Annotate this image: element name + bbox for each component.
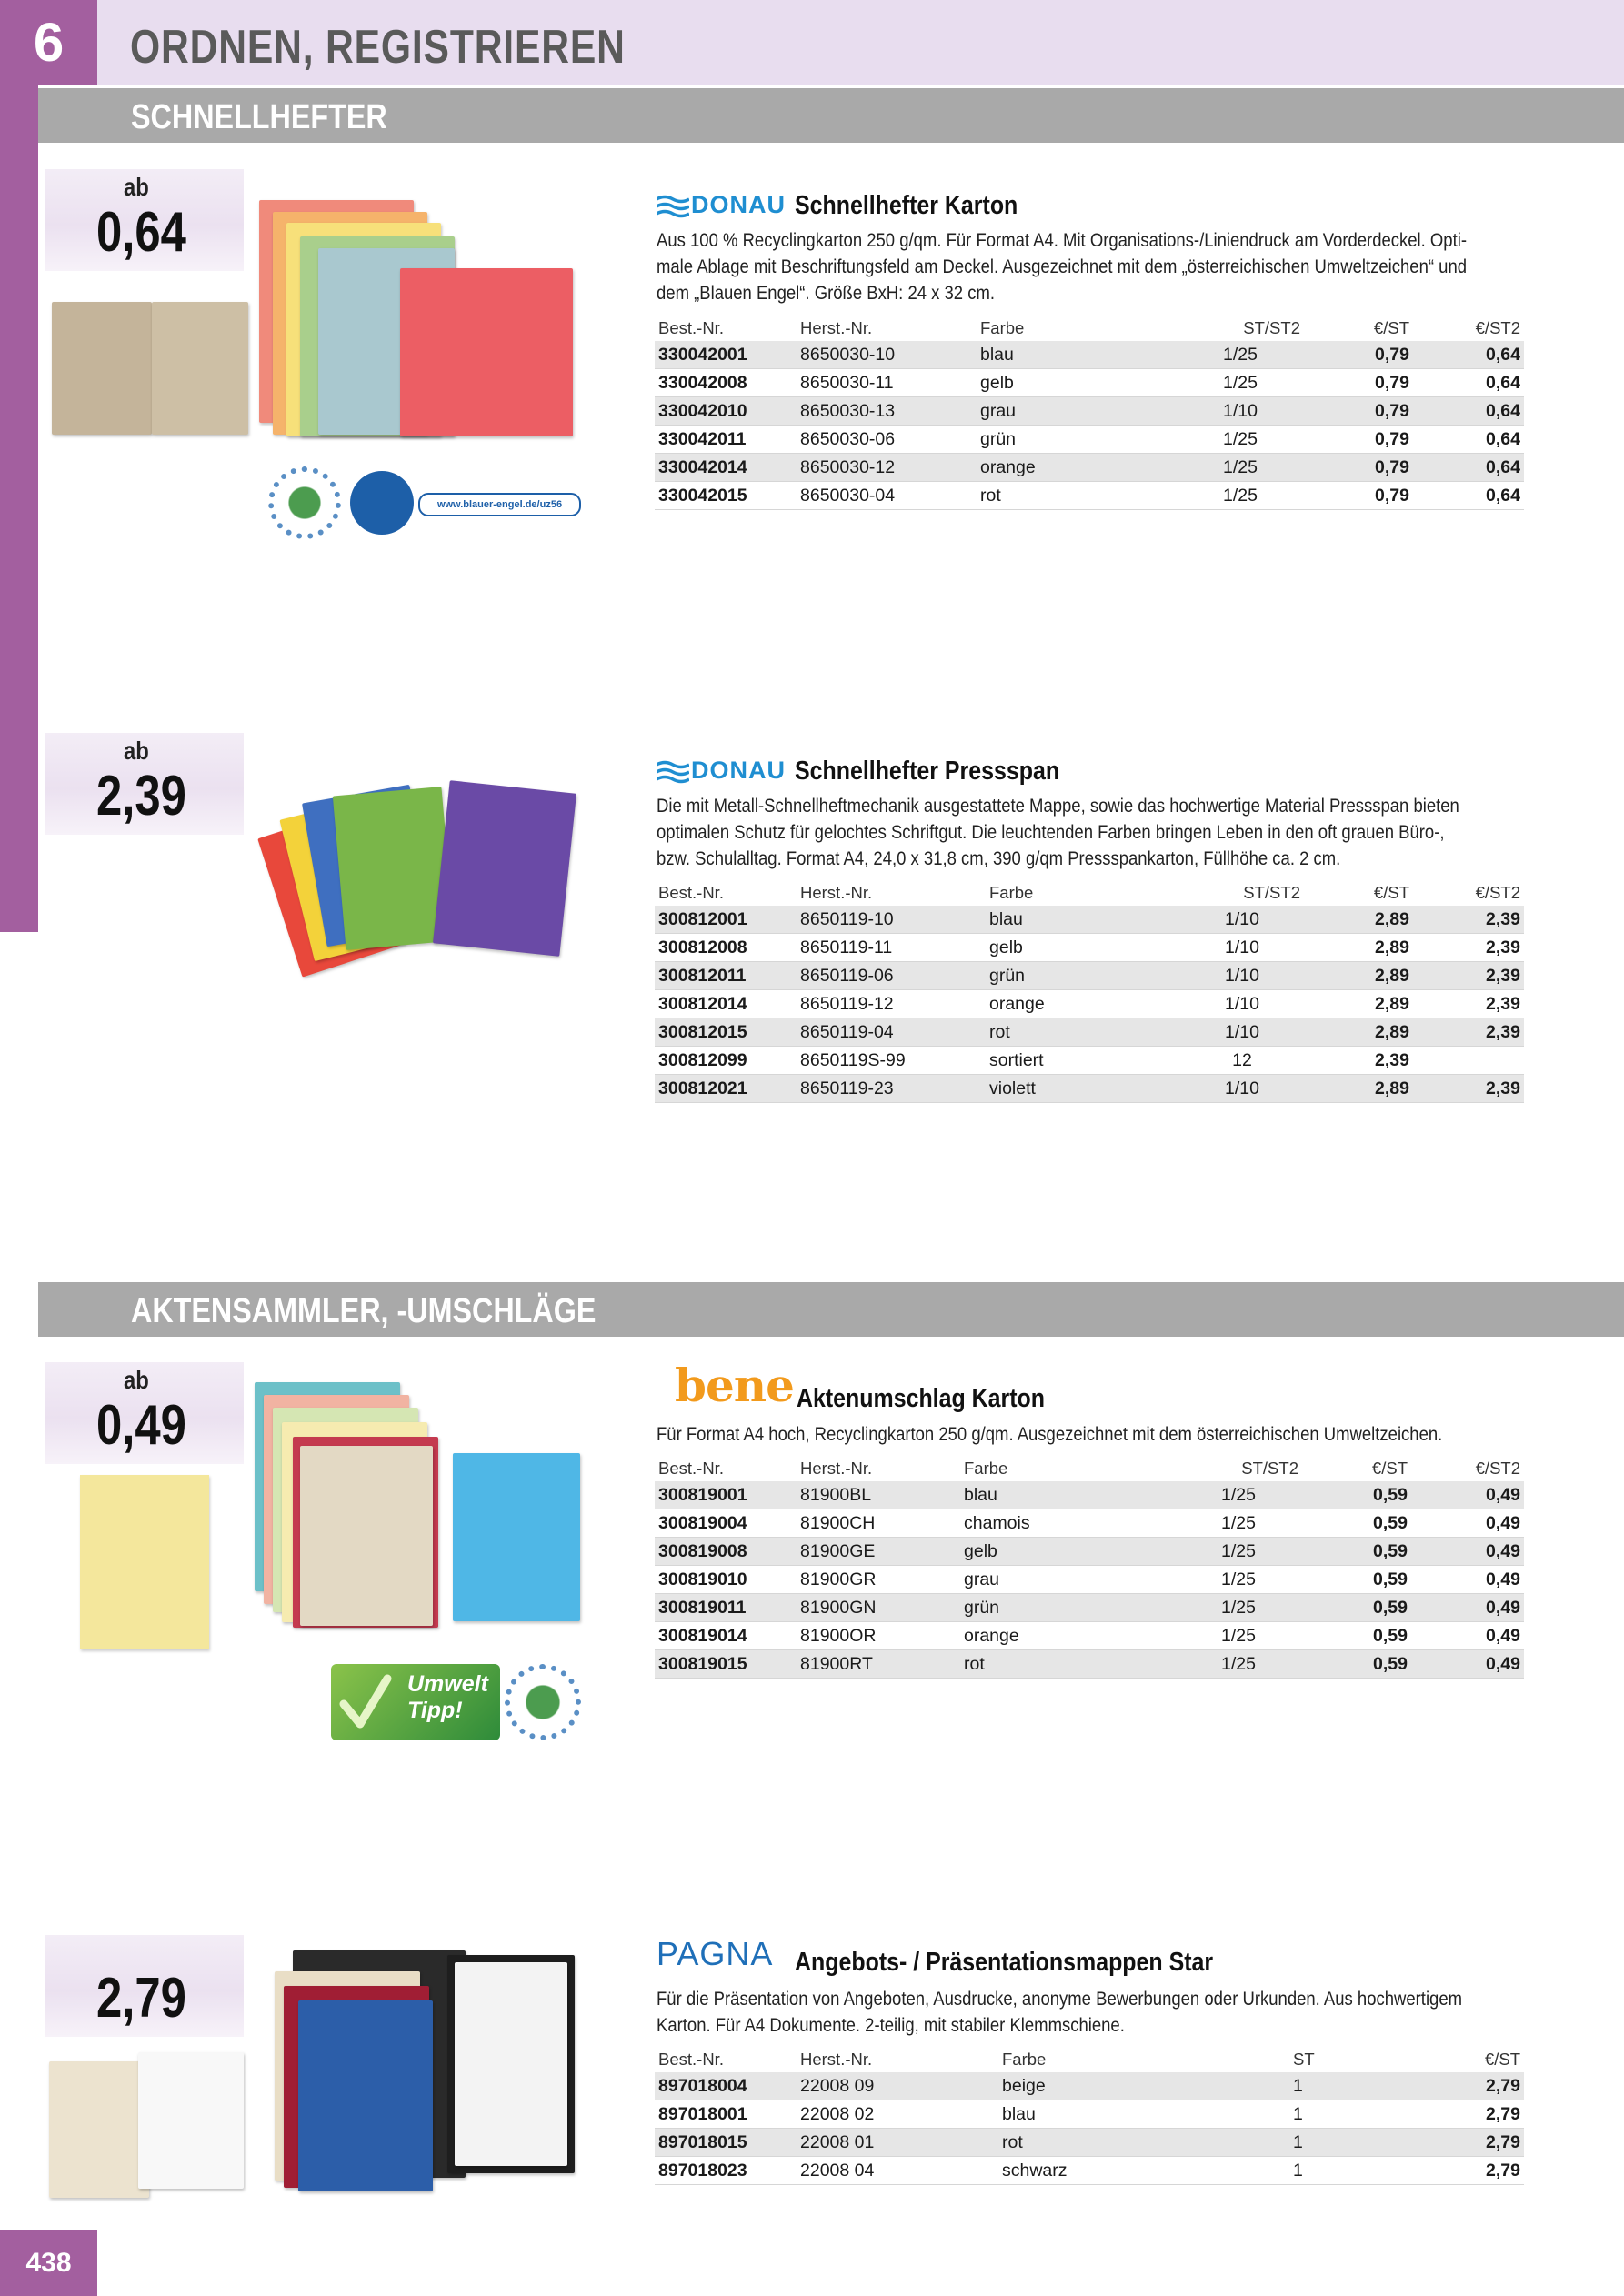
color: rot — [986, 1018, 1180, 1047]
pack-unit: 1/25 — [1175, 1650, 1302, 1679]
color: blau — [986, 906, 1180, 934]
unit-price: 0,59 — [1302, 1481, 1411, 1509]
color: grün — [986, 962, 1180, 990]
column-header: €/ST2 — [1475, 882, 1520, 902]
price-box — [45, 1362, 244, 1464]
badge-line: Tipp! — [407, 1698, 463, 1723]
order-number: 330042010 — [655, 397, 797, 426]
column-header: Best.-Nr. — [658, 1458, 724, 1478]
page-number: 438 — [0, 2230, 97, 2296]
badge-line: Umwelt — [407, 1671, 488, 1697]
table-row — [655, 1481, 1524, 1509]
unit-price: 2,89 — [1304, 906, 1413, 934]
table-row — [655, 1509, 1524, 1538]
price-prefix: ab — [124, 173, 149, 201]
column-header: €/ST — [1373, 317, 1409, 337]
pack-unit: 1/25 — [1177, 341, 1304, 369]
column-header: €/ST — [1373, 882, 1409, 902]
description-line: Für Format A4 hoch, Recyclingkarton 250 g/qm. Ausgezeichnet mit dem österreichischen Umweltzeichen. — [657, 1423, 1443, 1445]
product-title: Schnellhefter Karton — [795, 191, 1018, 220]
manufacturer-number: 81900CH — [797, 1509, 960, 1538]
table-row — [655, 2129, 1524, 2157]
pack-unit: 1/25 — [1177, 369, 1304, 397]
pack-unit: 1/25 — [1177, 426, 1304, 454]
manufacturer-number: 81900BL — [797, 1481, 960, 1509]
bulk-price: 0,64 — [1413, 397, 1524, 426]
section-bar-schnellhefter — [38, 88, 1624, 143]
table-row — [655, 1075, 1524, 1103]
manufacturer-number: 8650119-04 — [797, 1018, 986, 1047]
order-number: 300819004 — [655, 1509, 797, 1538]
manufacturer-number: 8650030-10 — [797, 341, 977, 369]
manufacturer-number: 8650119-06 — [797, 962, 986, 990]
color: grün — [977, 426, 1177, 454]
color: orange — [960, 1622, 1175, 1650]
color: orange — [977, 454, 1177, 482]
brand-logo: bene — [675, 1359, 794, 1412]
order-number: 330042015 — [655, 482, 797, 510]
product-table — [655, 1455, 1524, 1679]
order-number: 330042014 — [655, 454, 797, 482]
bulk-price: 0,64 — [1413, 454, 1524, 482]
order-number: 300819014 — [655, 1622, 797, 1650]
color: gelb — [977, 369, 1177, 397]
manufacturer-number: 81900GE — [797, 1538, 960, 1566]
price-value: 2,39 — [96, 765, 186, 827]
table-row — [655, 962, 1524, 990]
section-title: SCHNELLHEFTER — [131, 98, 387, 136]
pack-unit: 12 — [1180, 1047, 1304, 1075]
order-number: 300812015 — [655, 1018, 797, 1047]
unit-price: 2,89 — [1304, 1075, 1413, 1103]
bulk-price: 2,39 — [1413, 1018, 1524, 1047]
manufacturer-number: 22008 09 — [797, 2072, 998, 2100]
bulk-price: 2,39 — [1413, 934, 1524, 962]
column-header: ST/ST2 — [1243, 882, 1300, 902]
product-title: Aktenumschlag Karton — [797, 1384, 1046, 1413]
column-header: Best.-Nr. — [658, 2049, 724, 2069]
unit-price: 0,59 — [1302, 1566, 1411, 1594]
manufacturer-number: 8650030-13 — [797, 397, 977, 426]
unit-price: 0,59 — [1302, 1538, 1411, 1566]
pack-unit: 1 — [1289, 2157, 1406, 2185]
table-row — [655, 1622, 1524, 1650]
table-row — [655, 934, 1524, 962]
color: sortiert — [986, 1047, 1180, 1075]
table-row — [655, 1018, 1524, 1047]
description-line: dem „Blauen Engel“. Größe BxH: 24 x 32 cm. — [657, 282, 996, 304]
badge-text — [407, 1671, 488, 1724]
color: gelb — [986, 934, 1180, 962]
product-table — [655, 879, 1524, 1103]
order-number: 300812021 — [655, 1075, 797, 1103]
manufacturer-number: 81900GN — [797, 1594, 960, 1622]
pack-unit: 1 — [1289, 2129, 1406, 2157]
unit-price: 0,79 — [1304, 369, 1413, 397]
unit-price: 2,89 — [1304, 1018, 1413, 1047]
color: grau — [977, 397, 1177, 426]
color: blau — [960, 1481, 1175, 1509]
pack-unit: 1/25 — [1175, 1481, 1302, 1509]
column-header: ST/ST2 — [1241, 1458, 1298, 1478]
product-description — [657, 793, 1590, 872]
color: beige — [998, 2072, 1289, 2100]
unit-price: 0,79 — [1304, 482, 1413, 510]
order-number: 300819010 — [655, 1566, 797, 1594]
eco-label-icon — [505, 1664, 581, 1740]
bulk-price — [1413, 1047, 1524, 1075]
description-line: bzw. Schulalltag. Format A4, 24,0 x 31,8 cm, 390 g/qm Pressspankarton, Füllhöhe ca. 2 cm. — [657, 847, 1341, 869]
unit-price: 0,59 — [1302, 1650, 1411, 1679]
description-line: Karton. Für A4 Dokumente. 2-teilig, mit stabiler Klemmschiene. — [657, 2014, 1125, 2036]
pack-unit: 1/25 — [1175, 1509, 1302, 1538]
manufacturer-number: 22008 02 — [797, 2100, 998, 2129]
color: grau — [960, 1566, 1175, 1594]
column-header: €/ST2 — [1475, 317, 1520, 337]
order-number: 300819008 — [655, 1538, 797, 1566]
manufacturer-number: 81900GR — [797, 1566, 960, 1594]
column-header: €/ST2 — [1475, 1458, 1520, 1478]
section-title: AKTENSAMMLER, -UMSCHLÄGE — [131, 1292, 596, 1330]
pack-unit: 1/10 — [1180, 962, 1304, 990]
bulk-price: 0,64 — [1413, 482, 1524, 510]
chapter-title: ORDNEN, REGISTRIEREN — [130, 21, 626, 74]
unit-price: 2,89 — [1304, 990, 1413, 1018]
brand-logo: DONAU — [691, 191, 786, 218]
manufacturer-number: 8650030-12 — [797, 454, 977, 482]
order-number: 330042008 — [655, 369, 797, 397]
product-title: Schnellhefter Pressspan — [795, 757, 1060, 786]
column-header: €/ST — [1484, 2049, 1520, 2069]
product-image-small — [50, 300, 250, 436]
table-row — [655, 397, 1524, 426]
pack-unit: 1/10 — [1180, 934, 1304, 962]
description-line: optimalen Schutz für gelochtes Schriftgut. Die leuchtenden Farben bringen Leben in den oft grauen Büro-, — [657, 821, 1445, 843]
price-value: 0,49 — [96, 1394, 186, 1457]
table-row — [655, 1047, 1524, 1075]
table-row — [655, 454, 1524, 482]
order-number: 330042001 — [655, 341, 797, 369]
manufacturer-number: 22008 01 — [797, 2129, 998, 2157]
check-icon — [338, 1673, 393, 1731]
column-header: Farbe — [989, 882, 1034, 902]
column-header: Best.-Nr. — [658, 317, 724, 337]
color: blau — [977, 341, 1177, 369]
order-number: 300812008 — [655, 934, 797, 962]
column-header: ST/ST2 — [1243, 317, 1300, 337]
product-image — [256, 1946, 584, 2196]
product-image-small — [47, 2050, 247, 2201]
order-number: 897018001 — [655, 2100, 797, 2129]
unit-price: 0,79 — [1304, 426, 1413, 454]
order-number: 330042011 — [655, 426, 797, 454]
pack-unit: 1 — [1289, 2100, 1406, 2129]
bulk-price: 0,49 — [1411, 1594, 1524, 1622]
bulk-price: 0,64 — [1413, 369, 1524, 397]
product-image — [253, 1380, 589, 1626]
pack-unit: 1/25 — [1175, 1566, 1302, 1594]
pack-unit: 1/25 — [1175, 1622, 1302, 1650]
blauer-engel-icon — [350, 471, 414, 535]
order-number: 897018015 — [655, 2129, 797, 2157]
pack-unit: 1/10 — [1180, 990, 1304, 1018]
column-header: Herst.-Nr. — [800, 882, 873, 902]
price-box — [45, 733, 244, 835]
manufacturer-number: 8650030-04 — [797, 482, 977, 510]
product-table — [655, 2046, 1524, 2185]
table-row — [655, 426, 1524, 454]
description-line: Aus 100 % Recyclingkarton 250 g/qm. Für Format A4. Mit Organisations-/Liniendruck am Vorderdeckel. Opti- — [657, 229, 1468, 251]
product-image-small — [80, 1475, 209, 1649]
table-row — [655, 1650, 1524, 1679]
unit-price: 2,89 — [1304, 934, 1413, 962]
brand-logo: PAGNA — [657, 1935, 774, 1972]
pack-unit: 1/25 — [1175, 1594, 1302, 1622]
price-prefix: ab — [124, 1366, 149, 1394]
unit-price: 2,39 — [1304, 1047, 1413, 1075]
order-number: 300819011 — [655, 1594, 797, 1622]
pack-unit: 1/10 — [1180, 1018, 1304, 1047]
column-header: ST — [1293, 2049, 1315, 2069]
table-row — [655, 341, 1524, 369]
bulk-price: 2,39 — [1413, 990, 1524, 1018]
unit-price: 2,79 — [1406, 2072, 1524, 2100]
order-number: 300819001 — [655, 1481, 797, 1509]
color: blau — [998, 2100, 1289, 2129]
product-image — [255, 196, 582, 436]
table-row — [655, 2072, 1524, 2100]
manufacturer-number: 8650030-11 — [797, 369, 977, 397]
bulk-price: 0,49 — [1411, 1481, 1524, 1509]
description-line: male Ablage mit Beschriftungsfeld am Deckel. Ausgezeichnet mit dem „österreichischen Umweltzeichen“ und — [657, 256, 1468, 277]
bulk-price: 0,64 — [1413, 426, 1524, 454]
unit-price: 2,79 — [1406, 2157, 1524, 2185]
column-header: €/ST — [1371, 1458, 1408, 1478]
order-number: 300819015 — [655, 1650, 797, 1679]
bulk-price: 2,39 — [1413, 906, 1524, 934]
price-box — [45, 169, 244, 271]
table-row — [655, 1538, 1524, 1566]
manufacturer-number: 8650119-23 — [797, 1075, 986, 1103]
manufacturer-number: 81900RT — [797, 1650, 960, 1679]
blauer-engel-url: www.blauer-engel.de/uz56 — [418, 493, 581, 516]
unit-price: 0,79 — [1304, 454, 1413, 482]
table-row — [655, 482, 1524, 510]
order-number: 300812014 — [655, 990, 797, 1018]
product-description — [657, 1421, 1570, 1448]
product-description — [657, 227, 1599, 306]
manufacturer-number: 22008 04 — [797, 2157, 998, 2185]
bulk-price: 0,49 — [1411, 1509, 1524, 1538]
manufacturer-number: 8650119-12 — [797, 990, 986, 1018]
bulk-price: 2,39 — [1413, 1075, 1524, 1103]
price-value: 2,79 — [96, 1967, 186, 2030]
color: grün — [960, 1594, 1175, 1622]
manufacturer-number: 8650119S-99 — [797, 1047, 986, 1075]
order-number: 897018023 — [655, 2157, 797, 2185]
order-number: 897018004 — [655, 2072, 797, 2100]
color: orange — [986, 990, 1180, 1018]
pack-unit: 1/25 — [1177, 482, 1304, 510]
manufacturer-number: 8650030-06 — [797, 426, 977, 454]
product-image — [259, 782, 586, 973]
unit-price: 0,59 — [1302, 1622, 1411, 1650]
pack-unit: 1/25 — [1177, 454, 1304, 482]
column-header: Farbe — [964, 1458, 1008, 1478]
order-number: 300812011 — [655, 962, 797, 990]
column-header: Herst.-Nr. — [800, 2049, 873, 2069]
bulk-price: 0,49 — [1411, 1538, 1524, 1566]
side-accent-strip — [0, 85, 38, 932]
section-bar-aktensammler — [38, 1282, 1624, 1337]
bulk-price: 0,64 — [1413, 341, 1524, 369]
bulk-price: 0,49 — [1411, 1650, 1524, 1679]
column-header: Farbe — [980, 317, 1025, 337]
manufacturer-number: 81900OR — [797, 1622, 960, 1650]
price-prefix: ab — [124, 737, 149, 765]
column-header: Herst.-Nr. — [800, 317, 873, 337]
bulk-price: 0,49 — [1411, 1622, 1524, 1650]
unit-price: 2,79 — [1406, 2100, 1524, 2129]
color: rot — [960, 1650, 1175, 1679]
table-row — [655, 1594, 1524, 1622]
description-line: Für die Präsentation von Angeboten, Ausdrucke, anonyme Bewerbungen oder Urkunden. Aus hochwertigem — [657, 1988, 1463, 2010]
chapter-number: 6 — [0, 0, 97, 85]
donau-wave-icon — [657, 760, 689, 784]
unit-price: 0,79 — [1304, 341, 1413, 369]
bulk-price: 0,49 — [1411, 1566, 1524, 1594]
table-row — [655, 369, 1524, 397]
color: chamois — [960, 1509, 1175, 1538]
pack-unit: 1/10 — [1177, 397, 1304, 426]
table-row — [655, 2100, 1524, 2129]
color: gelb — [960, 1538, 1175, 1566]
product-title: Angebots- / Präsentationsmappen Star — [795, 1948, 1214, 1977]
color: violett — [986, 1075, 1180, 1103]
color: rot — [977, 482, 1177, 510]
unit-price: 0,59 — [1302, 1509, 1411, 1538]
donau-wave-icon — [657, 195, 689, 218]
pack-unit: 1/10 — [1180, 1075, 1304, 1103]
unit-price: 0,79 — [1304, 397, 1413, 426]
price-value: 0,64 — [96, 201, 186, 264]
unit-price: 2,79 — [1406, 2129, 1524, 2157]
column-header: Herst.-Nr. — [800, 1458, 873, 1478]
order-number: 300812001 — [655, 906, 797, 934]
eco-label-icon — [268, 466, 341, 539]
pack-unit: 1 — [1289, 2072, 1406, 2100]
bulk-price: 2,39 — [1413, 962, 1524, 990]
manufacturer-number: 8650119-10 — [797, 906, 986, 934]
eco-badges — [264, 462, 591, 548]
order-number: 300812099 — [655, 1047, 797, 1075]
product-description — [657, 1986, 1593, 2039]
brand-logo: DONAU — [691, 757, 786, 784]
column-header: Farbe — [1002, 2049, 1047, 2069]
product-table — [655, 315, 1524, 510]
color: schwarz — [998, 2157, 1289, 2185]
table-row — [655, 990, 1524, 1018]
column-header: Best.-Nr. — [658, 882, 724, 902]
umwelt-tipp-badge — [331, 1664, 500, 1740]
unit-price: 0,59 — [1302, 1594, 1411, 1622]
table-row — [655, 1566, 1524, 1594]
pack-unit: 1/25 — [1175, 1538, 1302, 1566]
table-row — [655, 906, 1524, 934]
table-row — [655, 2157, 1524, 2185]
description-line: Die mit Metall-Schnellheftmechanik ausgestattete Mappe, sowie das hochwertige Material Pressspan bieten — [657, 795, 1459, 817]
pack-unit: 1/10 — [1180, 906, 1304, 934]
color: rot — [998, 2129, 1289, 2157]
price-box — [45, 1935, 244, 2037]
manufacturer-number: 8650119-11 — [797, 934, 986, 962]
unit-price: 2,89 — [1304, 962, 1413, 990]
